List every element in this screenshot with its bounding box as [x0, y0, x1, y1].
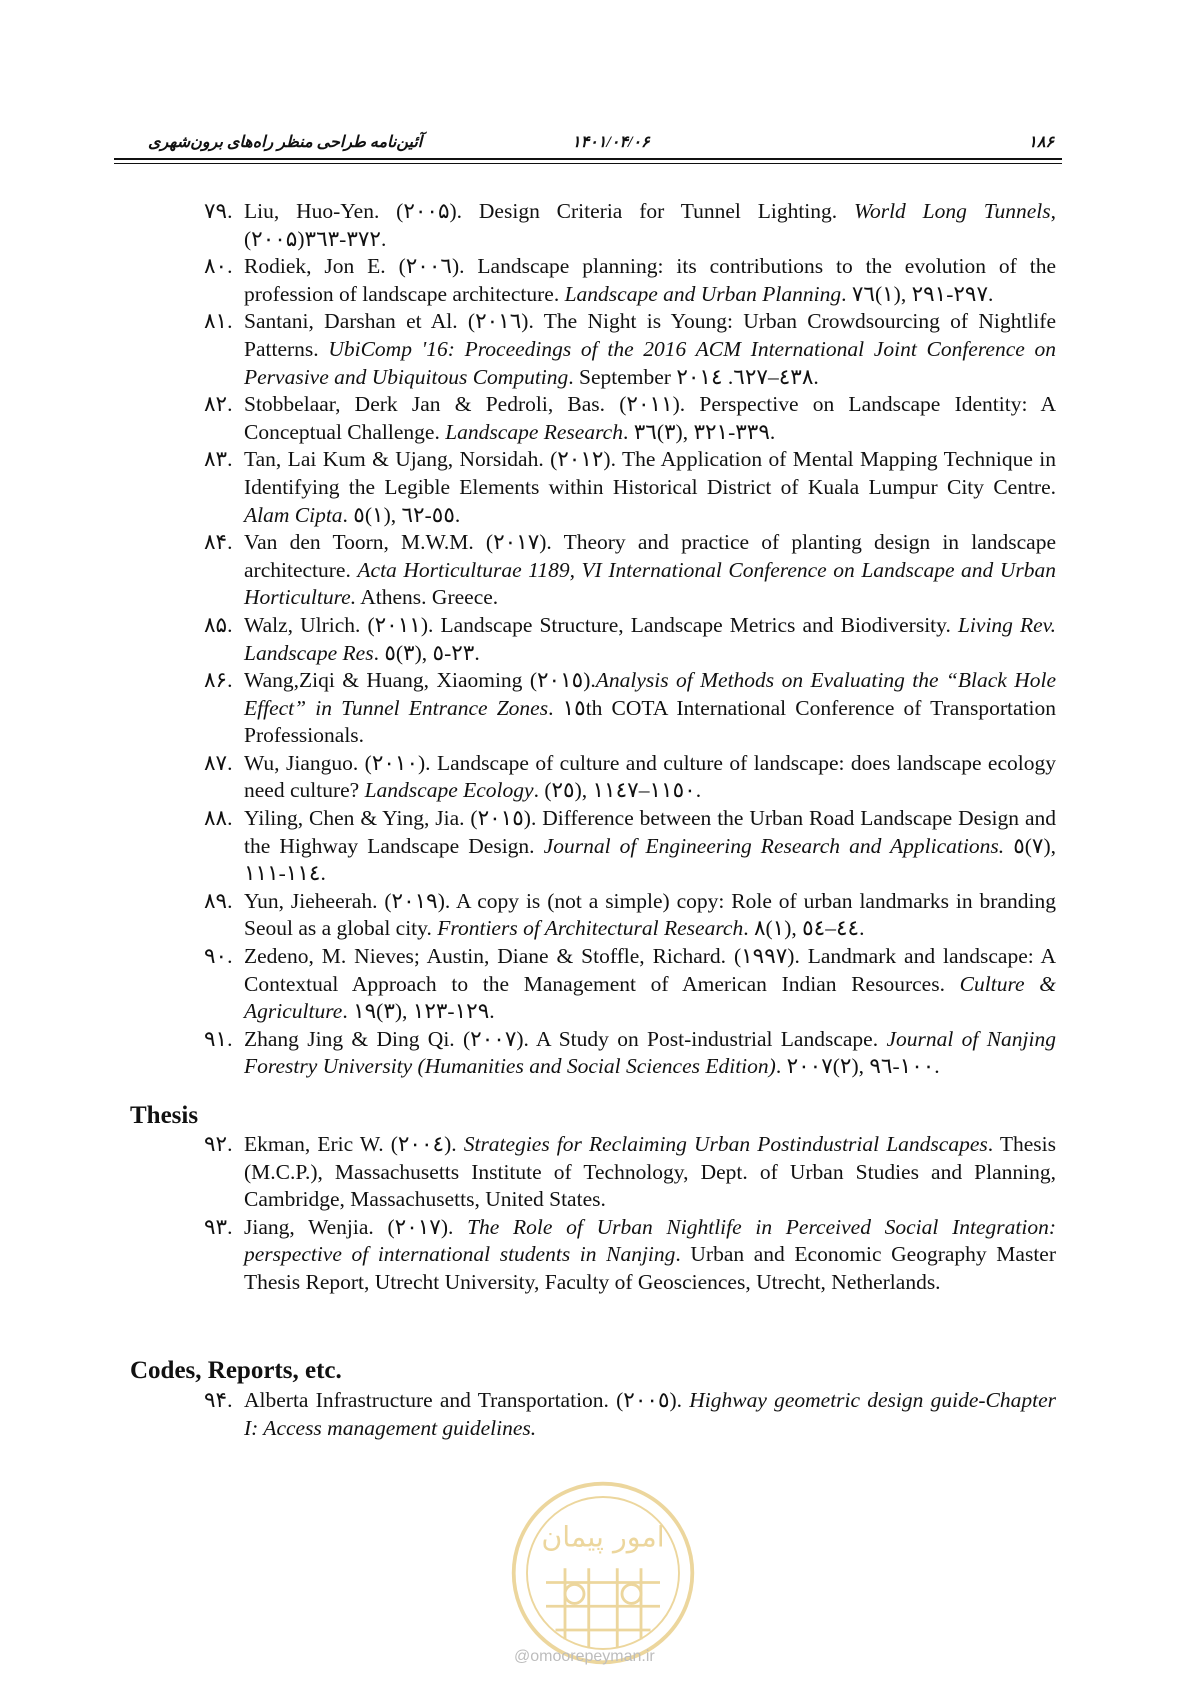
- reference-text: Stobbelaar, Derk Jan & Pedroli, Bas. (۲۰۱۱). Perspective on Landscape Identity: A Conceptual Challenge.: [244, 392, 1056, 444]
- reference-number: ۸۸.: [204, 806, 233, 831]
- reference-source-title: Landscape and Urban Planning: [564, 281, 842, 306]
- reference-text: Wang,Ziqi & Huang, Xiaoming (۲۰۱٥).: [244, 668, 596, 693]
- reference-text: . ٥(۱), ٦۲-٥٥.: [342, 502, 461, 527]
- page-header: [114, 132, 1062, 162]
- reference-source-title: Analysis of Methods on Evaluating the “Black Hole Effect” in Tunnel Entrance Zones: [244, 668, 1056, 720]
- reference-text: . (۲٥), ۱۱٤۷–۱۱٥۰.: [533, 778, 702, 803]
- reference-number: ۸۰.: [204, 254, 233, 279]
- reference-source-title: Landscape Ecology: [364, 778, 534, 803]
- reference-source-title: The Role of Urban Nightlife in Perceived Social Integration: perspective of international students in Nanjing: [244, 1214, 1056, 1267]
- reference-item: [200, 667, 1056, 750]
- reference-list: [200, 198, 1056, 1081]
- reference-text: Liu, Huo-Yen. (۲۰۰۵). Design Criteria for Tunnel Lighting.: [244, 199, 855, 223]
- reference-text: Ekman, Eric W. (۲۰۰٤).: [244, 1132, 464, 1156]
- reference-source-title: Culture & Agriculture: [244, 971, 1057, 1024]
- reference-text: Santani, Darshan et Al. (۲۰۱٦). The Night is Young: Urban Crowdsourcing of Nightlife Patterns.: [244, 309, 1056, 361]
- header-rule-thick: [114, 158, 1062, 160]
- reference-text: , (۲۰۰۵)۳٦۳-۳۷۲.: [244, 199, 1056, 251]
- reference-source-title: Strategies for Reclaiming Urban Postindustrial Landscapes: [463, 1132, 988, 1156]
- reference-source-title: World Long Tunnels: [854, 199, 1051, 223]
- reference-item: [200, 805, 1056, 888]
- watermark-logo-text: امور پیمان: [541, 1520, 665, 1554]
- reference-text: . ۱٥th COTA International Conference of Transportation Professionals.: [244, 695, 1056, 748]
- reference-text: Jiang, Wenjia. (۲۰۱۷).: [244, 1214, 468, 1239]
- reference-source-title: Highway geometric design guide-Chapter I: Access management guidelines.: [244, 1388, 1056, 1440]
- reference-source-title: Acta Horticulturae 1189, VI International Conference on Landscape and Urban Horticulture.: [244, 557, 1057, 610]
- reference-number: ۸۹.: [204, 888, 233, 913]
- header-rule-thin: [114, 163, 1062, 164]
- reference-source-title: UbiComp '16: Proceedings of the 2016 ACM International Joint Conference on Pervasive and Ubiquitous Computing: [244, 336, 1056, 389]
- reference-number: ۸۵.: [204, 612, 233, 637]
- reference-number: ۸۳.: [204, 447, 233, 472]
- reference-item: [200, 308, 1056, 391]
- reference-number: ۹۳.: [204, 1214, 233, 1239]
- reference-text: Tan, Lai Kum & Ujang, Norsidah. (۲۰۱۲). The Application of Mental Mapping Technique in Identifying the Legible Elements within Historical District of Kuala Lumpur City Centre.: [244, 447, 1056, 499]
- reference-text: Walz, Ulrich. (۲۰۱۱). Landscape Structure, Landscape Metrics and Biodiversity.: [244, 612, 958, 637]
- reference-text: Rodiek, Jon E. (۲۰۰٦). Landscape planning: its contributions to the evolution of the profession of landscape architecture.: [244, 254, 1056, 306]
- reference-item: [200, 943, 1056, 1026]
- reference-number: ۸۴.: [204, 530, 233, 555]
- reference-text: . ٥(۳), ٥-۲۳.: [373, 640, 480, 665]
- codes-reference-list: [200, 1387, 1056, 1442]
- reference-text: Athens. Greece.: [356, 585, 499, 610]
- reference-number: ۹۰.: [204, 944, 233, 969]
- reference-number: ۸۷.: [204, 750, 233, 775]
- reference-text: ٥(۷), ۱۱۱-۱۱٤.: [244, 833, 1057, 886]
- reference-text: . ۸(۱), ٤٤–٥٤.: [743, 916, 865, 941]
- reference-text: Zhang Jing & Ding Qi. (۲۰۰۷). A Study on Post-industrial Landscape.: [244, 1026, 887, 1051]
- reference-item: [200, 391, 1056, 446]
- reference-text: . ۱۹(۳), ۱۲۳-۱۲۹.: [342, 999, 495, 1024]
- reference-item: [200, 529, 1056, 612]
- header-title: آئین‌نامه طراحی منظر راه‌های برون‌شهری: [148, 134, 423, 151]
- reference-number: ۷۹.: [204, 199, 233, 223]
- reference-source-title: Journal of Nanjing Forestry University (Humanities and Social Sciences Edition): [244, 1026, 1056, 1079]
- reference-text: Wu, Jianguo. (۲۰۱۰). Landscape of culture and culture of landscape: does landscape ecology need culture?: [244, 750, 1056, 803]
- reference-text: . ۳٦(۳), ۳۲۱-۳۳۹.: [622, 419, 776, 444]
- reference-item: [200, 1026, 1056, 1081]
- reference-number: ۹۴.: [204, 1388, 233, 1412]
- reference-item: [200, 1387, 1056, 1442]
- reference-text: Van den Toorn, M.W.M. (۲۰۱۷). Theory and practice of planting design in landscape architecture.: [244, 530, 1056, 582]
- reference-source-title: Living Rev. Landscape Res: [244, 612, 1056, 665]
- reference-number: ۹۲.: [204, 1132, 233, 1156]
- section-heading-codes: Codes, Reports, etc.: [130, 1357, 342, 1384]
- thesis-reference-list: [200, 1131, 1056, 1297]
- reference-item: [200, 198, 1056, 253]
- page-number: ۱۸۶: [1028, 134, 1054, 151]
- reference-text: Zedeno, M. Nieves; Austin, Diane & Stoffle, Richard. (۱۹۹۷). Landmark and landscape: A Contextual Approach to the Management of American Indian Resources.: [244, 944, 1056, 996]
- reference-text: . September ۲۰۱٦. ٤۲۷–٤۳۸.: [568, 364, 819, 389]
- reference-text: . ۲۰۰۷(۲), ۹٦-۱۰۰.: [775, 1054, 940, 1079]
- reference-text: . Thesis (M.C.P.), Massachusetts Institute of Technology, Dept. of Urban Studies and Planning, Cambridge, Massachusetts, United States.: [244, 1132, 1056, 1212]
- reference-number: ۹۱.: [204, 1026, 233, 1051]
- reference-source-title: Frontiers of Architectural Research: [437, 916, 744, 941]
- watermark-site: @omoorepeyman.ir: [514, 1648, 655, 1665]
- reference-item: [200, 1131, 1056, 1214]
- section-heading-thesis: Thesis: [130, 1102, 199, 1129]
- reference-text: Alberta Infrastructure and Transportation. (۲۰۰٥).: [244, 1388, 690, 1412]
- reference-text: Yun, Jieheerah. (۲۰۱۹). A copy is (not a simple) copy: Role of urban landmarks in branding Seoul as a global city.: [244, 888, 1056, 941]
- reference-item: [200, 612, 1056, 667]
- header-date: ۱۴۰۱/۰۴/۰۶: [572, 134, 650, 151]
- reference-item: [200, 253, 1056, 308]
- reference-item: [200, 750, 1056, 805]
- reference-item: [200, 1214, 1056, 1297]
- reference-text: . ۷٦(۱), ۲۹۱-۲۹۷.: [841, 281, 994, 306]
- reference-text: Yiling, Chen & Ying, Jia. (۲۰۱٥). Difference between the Urban Road Landscape Design and the Highway Landscape Design.: [244, 806, 1056, 858]
- reference-source-title: Journal of Engineering Research and Applications.: [543, 833, 1005, 858]
- reference-number: ۸۶.: [204, 668, 233, 693]
- reference-number: ۸۱.: [204, 309, 233, 334]
- watermark-logo-icon: [508, 1478, 698, 1668]
- reference-source-title: Alam Cipta: [244, 502, 343, 527]
- reference-source-title: Landscape Research: [445, 419, 623, 444]
- reference-item: [200, 888, 1056, 943]
- reference-number: ۸۲.: [204, 392, 233, 417]
- reference-text: . Urban and Economic Geography Master Thesis Report, Utrecht University, Faculty of Geosciences, Utrecht, Netherlands.: [244, 1242, 1056, 1294]
- reference-item: [200, 446, 1056, 529]
